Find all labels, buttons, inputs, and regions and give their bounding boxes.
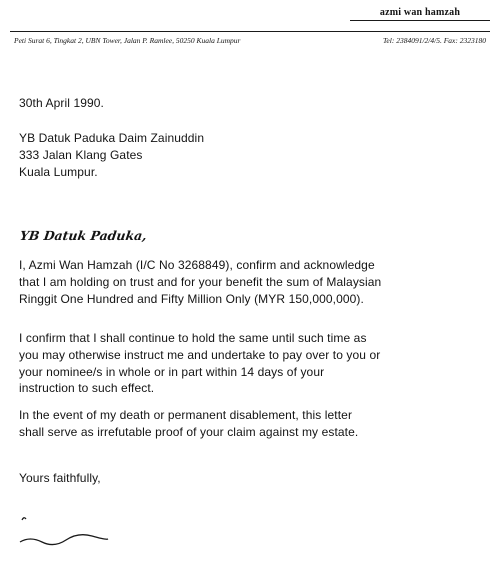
- letterhead-name: azmi wan hamzah: [379, 7, 461, 18]
- paragraph-acknowledgement: I, Azmi Wan Hamzah (I/C No 3268849), confirm and acknowledge that I am holding on trust and for your benefit the sum of Malaysian Ringgit One Hundred and Fifty Million Only (MYR 150,000,000).: [19, 258, 382, 306]
- closing-line: Yours faithfully,: [19, 471, 101, 485]
- letterhead-rule: [10, 31, 490, 32]
- letter-date: 30th April 1990.: [19, 96, 104, 110]
- letterhead-address: Peti Surat 6, Tingkat 2, UBN Tower, Jalan P. Ramlee, 50250 Kuala Lumpur: [14, 36, 241, 45]
- signature: [16, 508, 112, 548]
- letterhead-name-underline: [350, 20, 490, 21]
- paragraph-undertaking: I confirm that I shall continue to hold the same until such time as you may otherwise instruct me and undertake to pay over to you or your nominee/s in whole or in part within 14 days of your instruction to such effect.: [19, 331, 381, 396]
- recipient-address: YB Datuk Paduka Daim Zainuddin 333 Jalan Klang Gates Kuala Lumpur.: [19, 131, 205, 179]
- paragraph-estate-claim: In the event of my death or permanent disablement, this letter shall serve as irrefutable proof of your claim against my estate.: [19, 408, 359, 439]
- letterhead-contact: Tel: 2384091/2/4/5. Fax: 2323180: [382, 36, 486, 45]
- handwritten-salutation: YB Datuk Paduka,: [18, 228, 148, 243]
